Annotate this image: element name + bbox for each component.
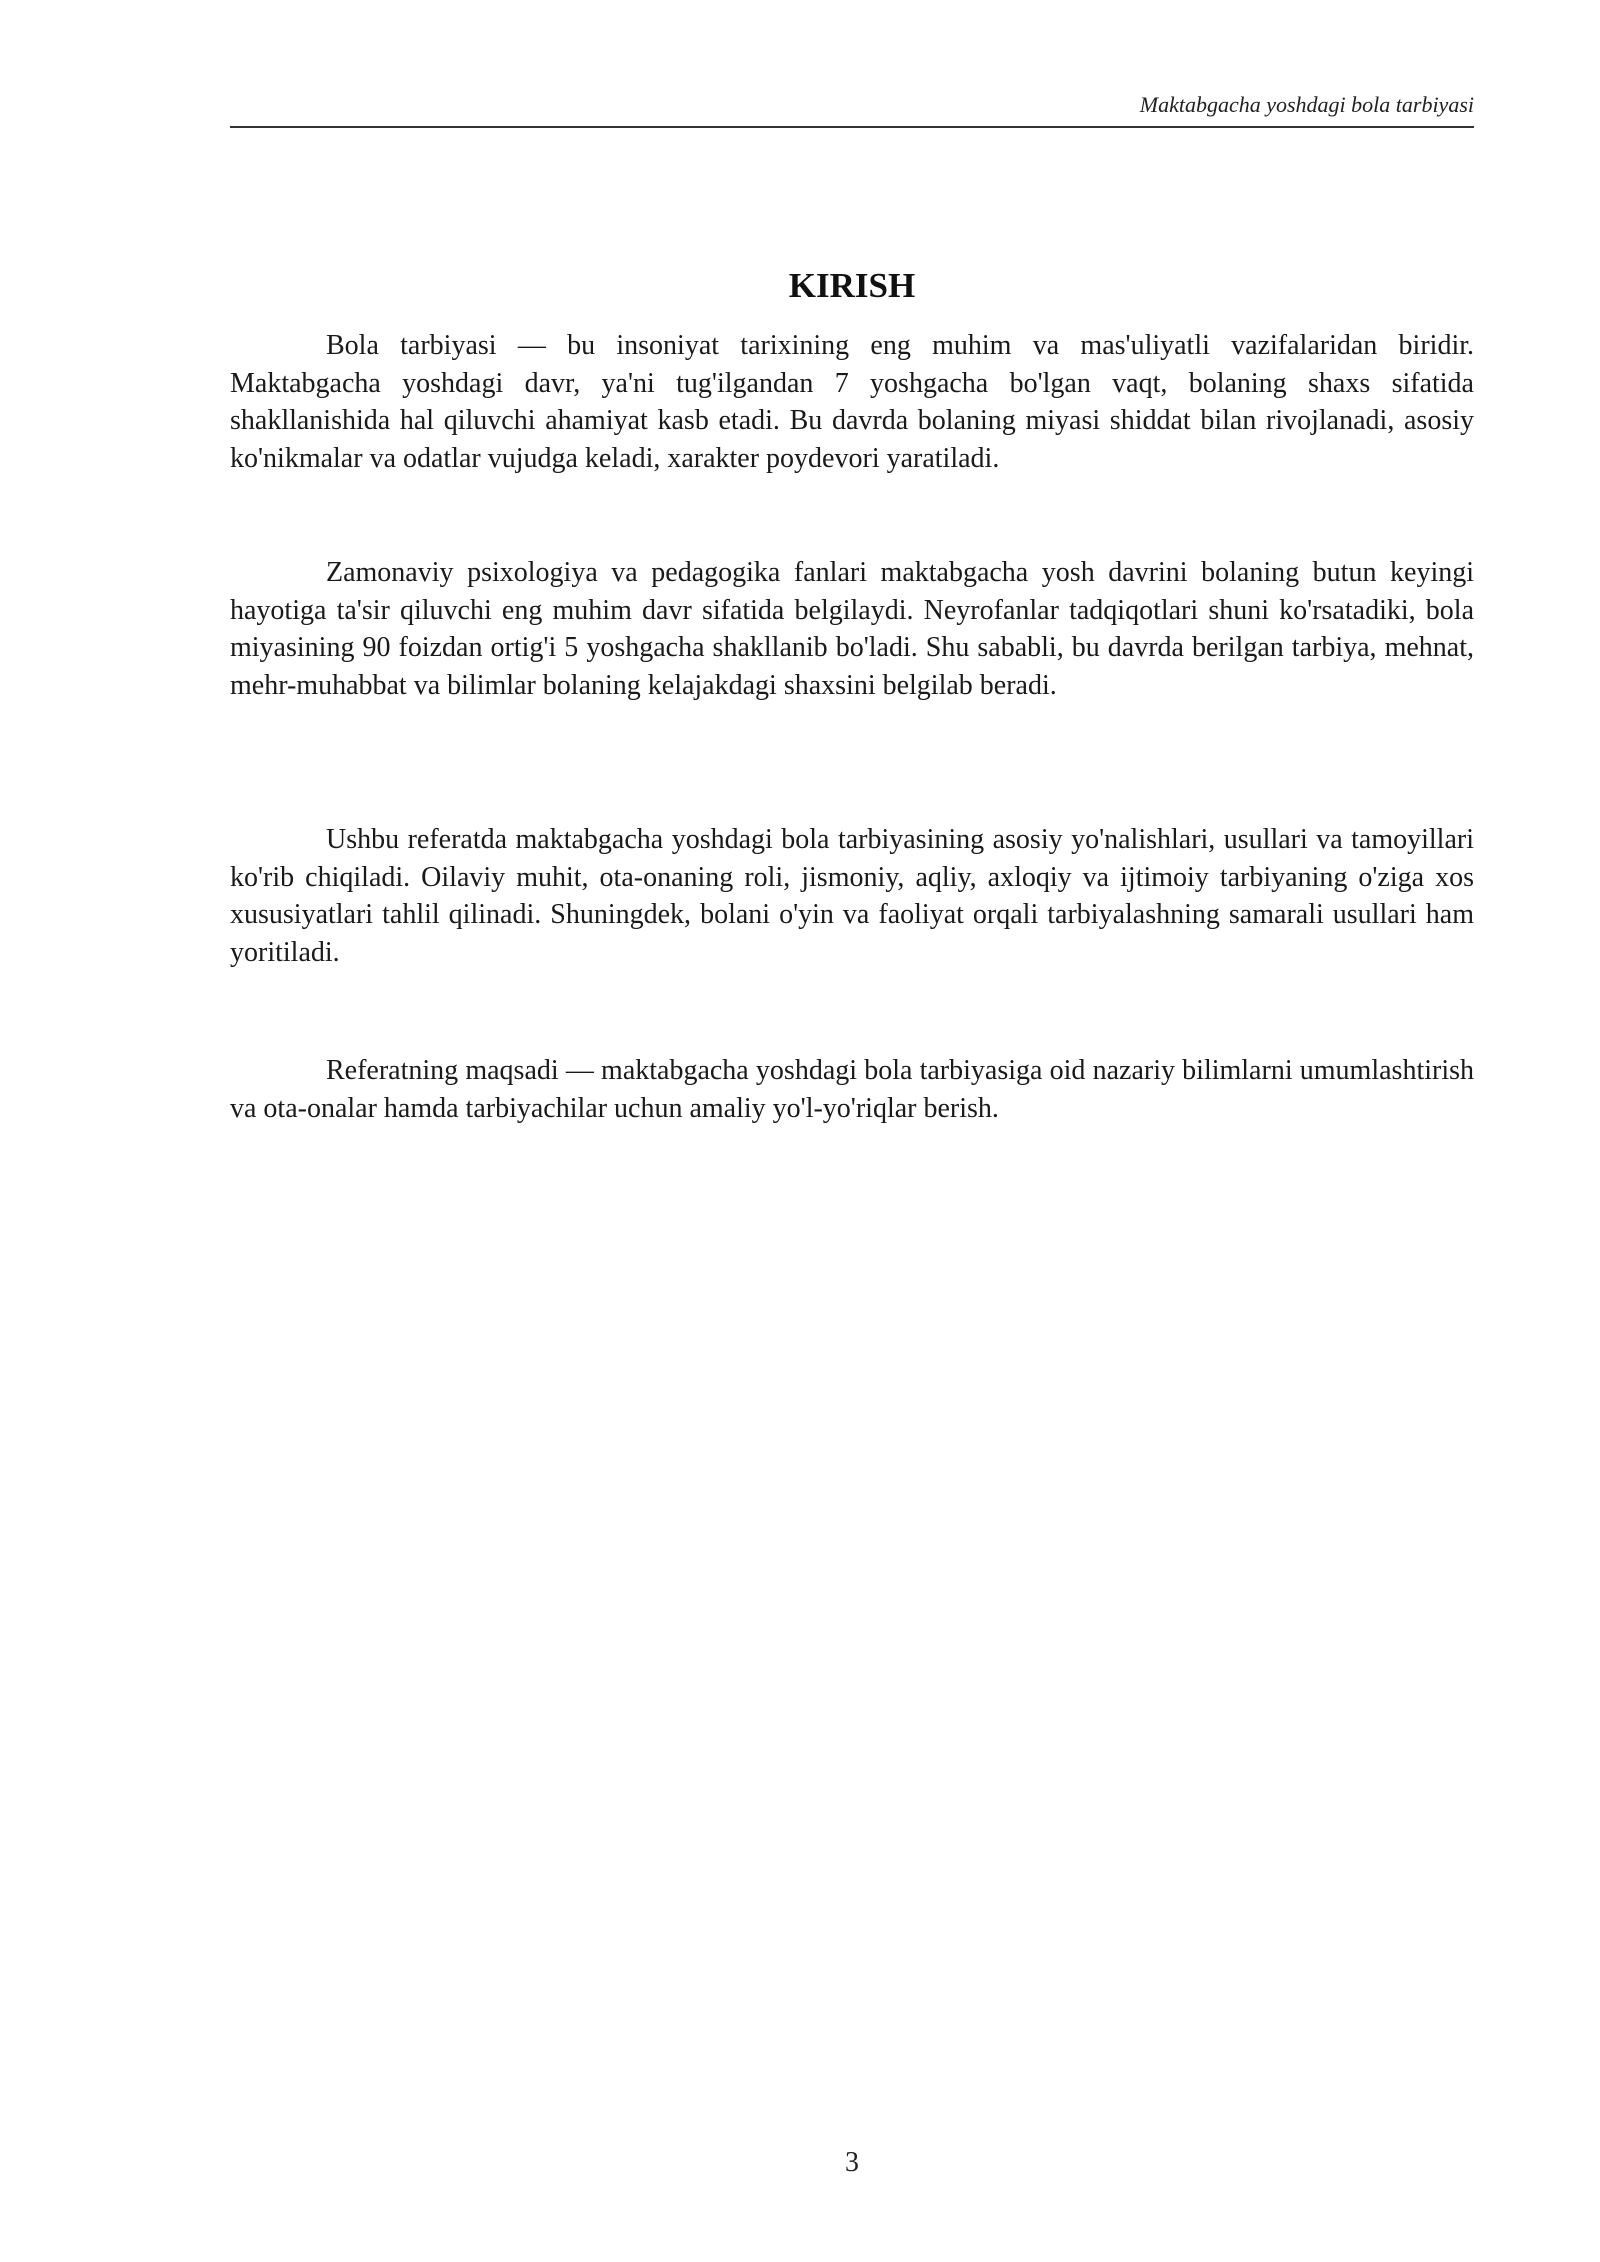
page-number: 3 [845,2147,859,2178]
running-header-title: Maktabgacha yoshdagi bola tarbiyasi [1139,92,1474,117]
intro-paragraph-4: Referatning maqsadi — maktabgacha yoshdagi bola tarbiyasiga oid nazariy bilimlarni umumlashtirish va ota-onalar hamda tarbiyachilar uchun amaliy yo'l-yo'riqlar berish. [230,1055,1474,1124]
section-title: KIRISH [788,266,916,305]
header-divider [230,126,1474,128]
intro-paragraph-2: Zamonaviy psixologiya va pedagogika fanlari maktabgacha yosh davrini bolaning butun keyingi hayotiga ta'sir qiluvchi eng muhim davr sifatida belgilaydi. Neyrofanlar tadqiqotlari shuni ko'rsatadiki, bola miyasining 90 foizdan ortig'i 5 yoshgacha shakllanib bo'ladi. Shu sababli, bu davrda berilgan tarbiya, mehnat, mehr-muhabbat va bilimlar bolaning kelajakdagi shaxsini belgilab beradi. [230,557,1474,701]
intro-paragraph-3: Ushbu referatda maktabgacha yoshdagi bola tarbiyasining asosiy yo'nalishlari, usullari va tamoyillari ko'rib chiqiladi. Oilaviy muhit, ota-onaning roli, jismoniy, aqliy, axloqiy va ijtimoiy tarbiyaning o'ziga xos xususiyatlari tahlil qilinadi. Shuningdek, bolani o'yin va faoliyat orqali tarbiyalashning samarali usullari ham yoritiladi. [230,824,1474,968]
intro-paragraph-1: Bola tarbiyasi — bu insoniyat tarixining eng muhim va mas'uliyatli vazifalaridan biridir. Maktabgacha yoshdagi davr, ya'ni tug'ilgandan 7 yoshgacha bo'lgan vaqt, bolaning shaxs sifatida shakllanishida hal qiluvchi ahamiyat kasb etadi. Bu davrda bolaning miyasi shiddat bilan rivojlanadi, asosiy ko'nikmalar va odatlar vujudga keladi, xarakter poydevori yaratiladi. [230,330,1474,474]
